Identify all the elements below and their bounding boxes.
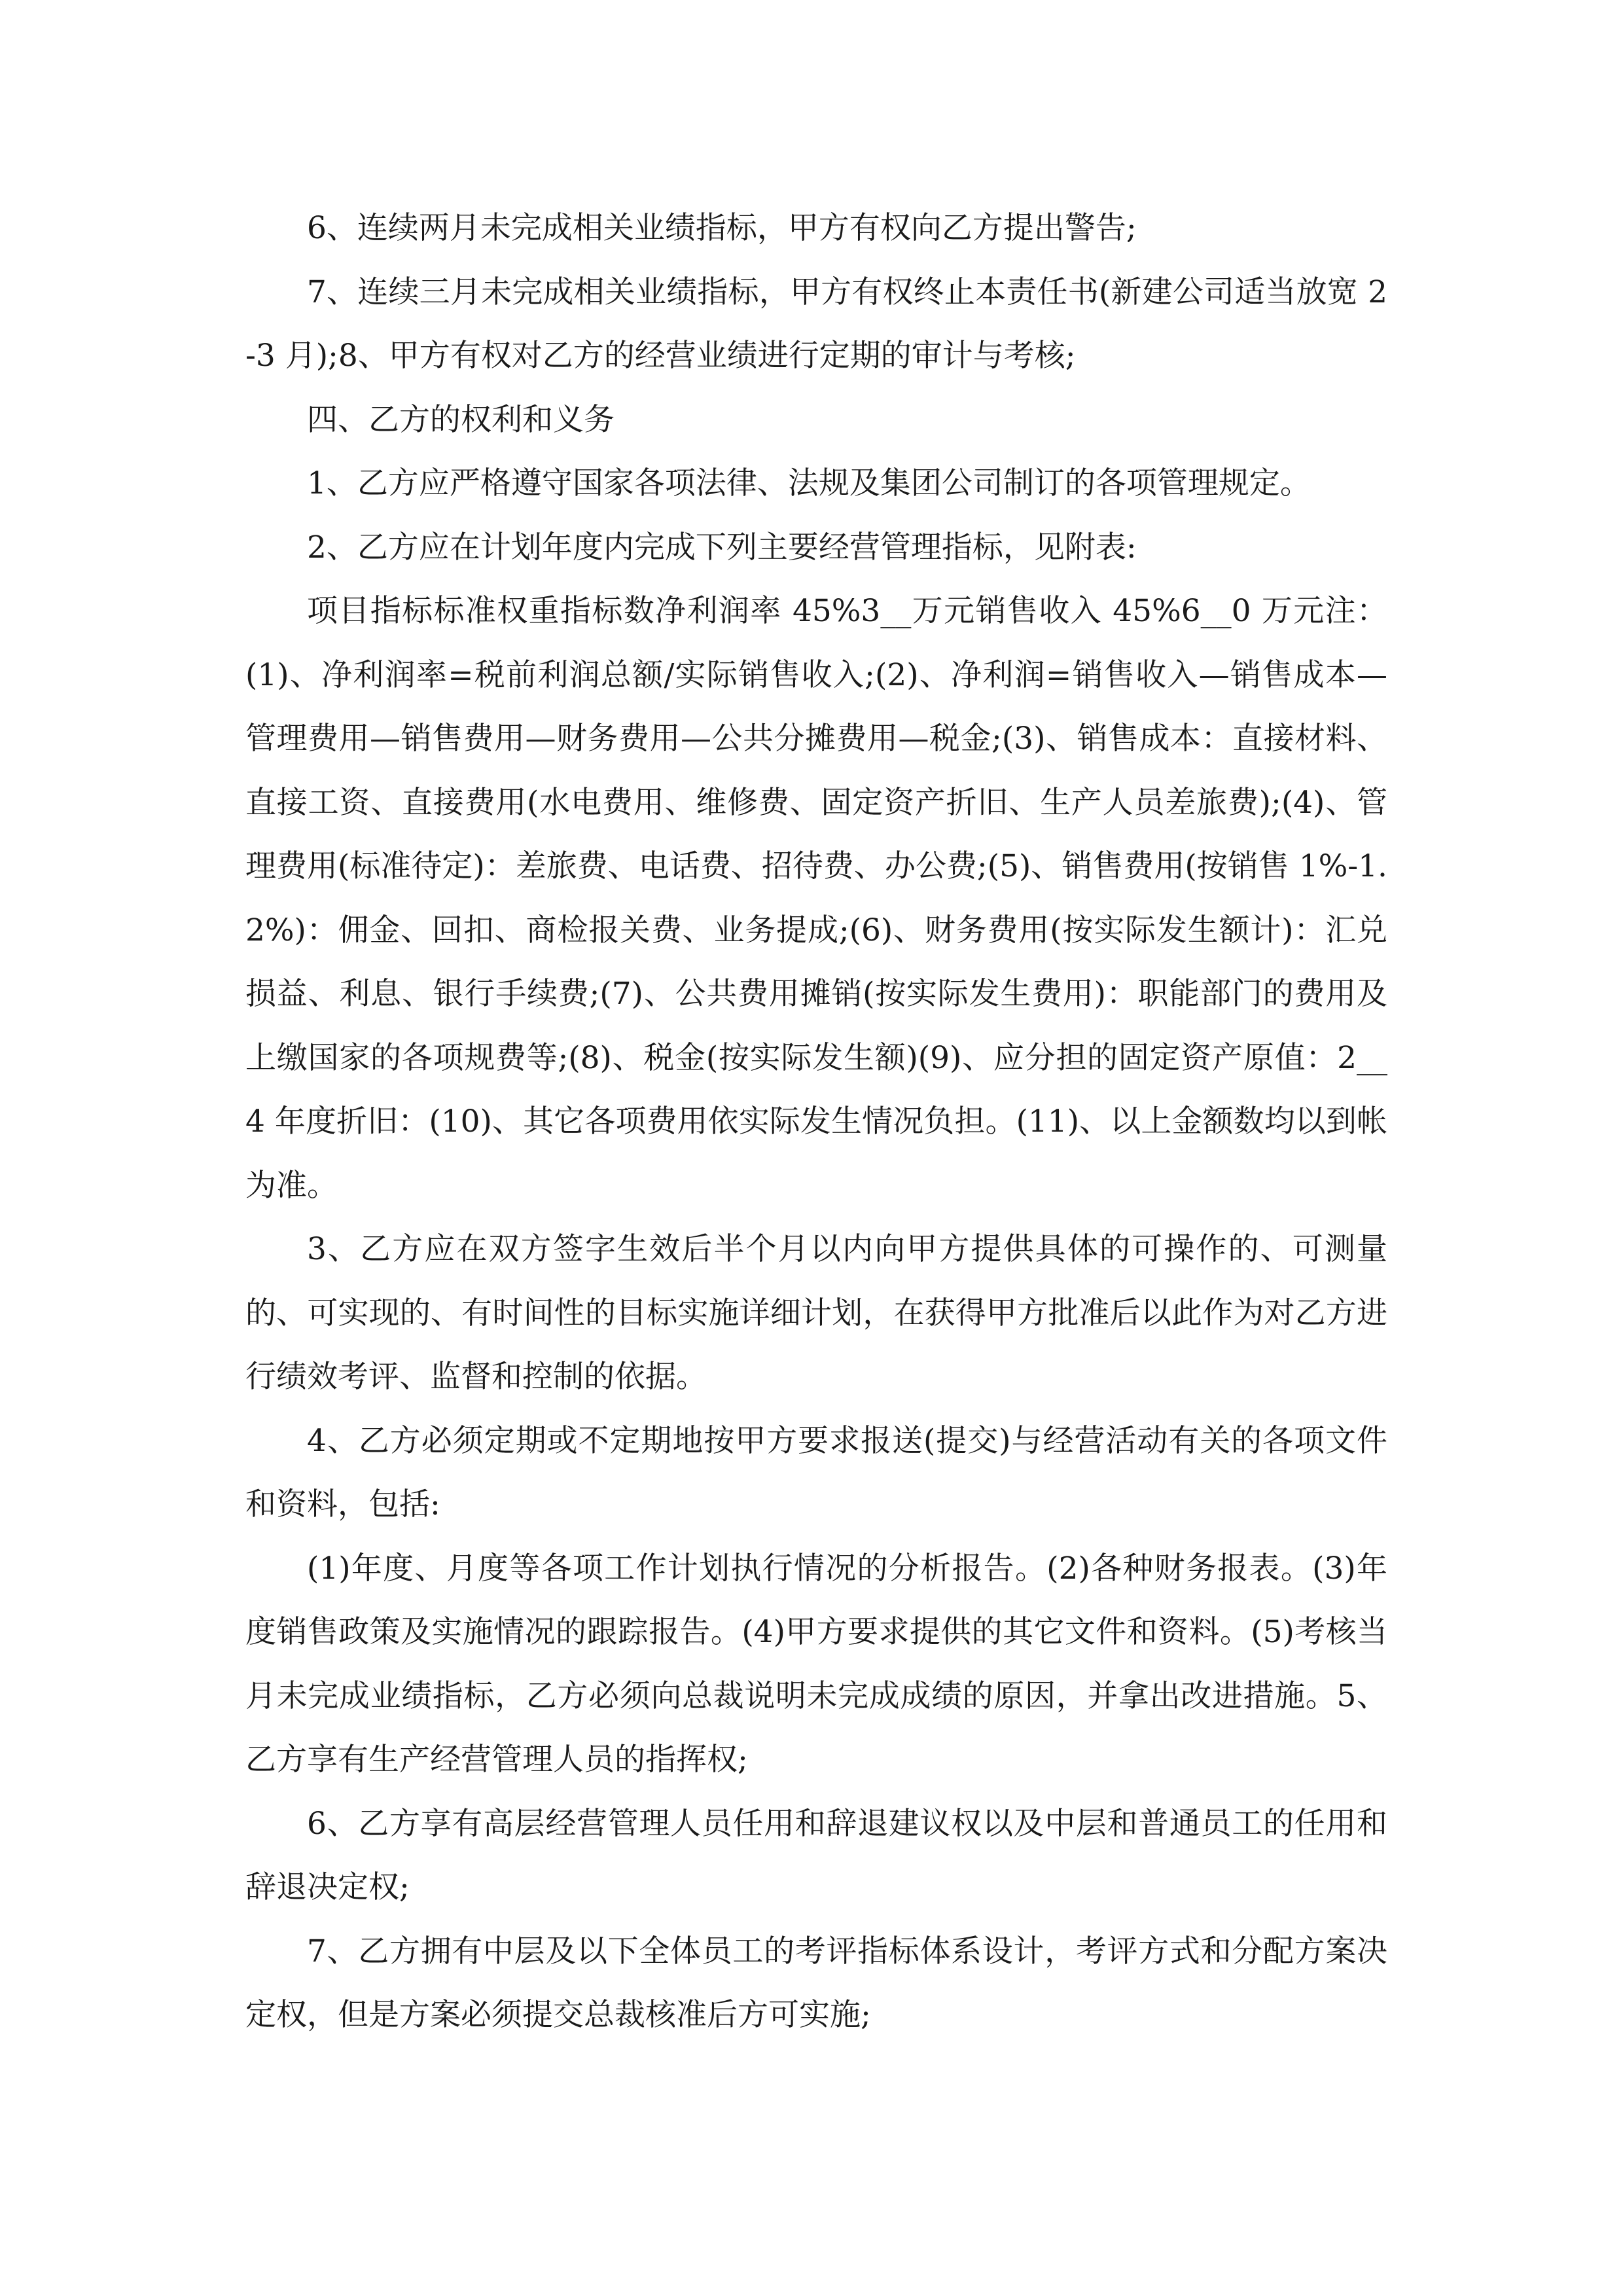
paragraph-clause-6: 6、连续两月未完成相关业绩指标，甲方有权向乙方提出警告; <box>307 210 1137 246</box>
paragraph-clause-7-8: 7、连续三月未完成相关业绩指标，甲方有权终止本责任书(新建公司适当放宽 2-3 月);8、甲方有权对乙方的经营业绩进行定期的审计与考核; <box>245 274 1387 374</box>
paragraph-b-clause-4: 4、乙方必须定期或不定期地按甲方要求报送(提交)与经营活动有关的各项文件和资料，包括: <box>245 1422 1387 1522</box>
document-body <box>245 196 1387 2047</box>
paragraph-b-clause-1: 1、乙方应严格遵守国家各项法律、法规及集团公司制订的各项管理规定。 <box>307 465 1311 501</box>
paragraph-report-list: (1)年度、月度等各项工作计划执行情况的分析报告。(2)各种财务报表。(3)年度销售政策及实施情况的跟踪报告。(4)甲方要求提供的其它文件和资料。(5)考核当月未完成业绩指标，乙方必须向总裁说明未完成成绩的原因，并拿出改进措施。5、乙方享有生产经营管理人员的指挥权; <box>245 1550 1387 1778</box>
paragraph-b-clause-3: 3、乙方应在双方签字生效后半个月以内向甲方提供具体的可操作的、可测量的、可实现的、有时间性的目标实施详细计划，在获得甲方批准后以此作为对乙方进行绩效考评、监督和控制的依据。 <box>245 1231 1387 1395</box>
paragraph-b-clause-6: 6、乙方享有高层经营管理人员任用和辞退建议权以及中层和普通员工的任用和辞退决定权; <box>245 1805 1387 1905</box>
section-heading-party-b-rights: 四、乙方的权利和义务 <box>307 401 615 438</box>
paragraph-indicator-table-notes: 项目指标标准权重指标数净利润率 45%3__万元销售收入 45%6__0 万元注：(1)、净利润率=税前利润总额/实际销售收入;(2)、净利润=销售收入—销售成本—管理费用—销售费用—财务费用—公共分摊费用—税金;(3)、销售成本：直接材料、直接工资、直接费用(水电费用、维修费、固定资产折旧、生产人员差旅费);(4)、管理费用(标准待定)：差旅费、电话费、招待费、办公费;(5)、销售费用(按销售 1%-1.2%)：佣金、回扣、商检报关费、业务提成;(6)、财务费用(按实际发生额计)：汇兑损益、利息、银行手续费;(7)、公共费用摊销(按实际发生费用)：职能部门的费用及上缴国家的各项规费等;(8)、税金(按实际发生额)(9)、应分担的固定资产原值：2__4 年度折旧：(10)、其它各项费用依实际发生情况负担。(11)、以上金额数均以到帐为准。 <box>245 593 1387 1204</box>
paragraph-b-clause-7: 7、乙方拥有中层及以下全体员工的考评指标体系设计，考评方式和分配方案决定权，但是方案必须提交总裁核准后方可实施; <box>245 1933 1387 2033</box>
paragraph-b-clause-2: 2、乙方应在计划年度内完成下列主要经营管理指标，见附表: <box>307 529 1137 565</box>
